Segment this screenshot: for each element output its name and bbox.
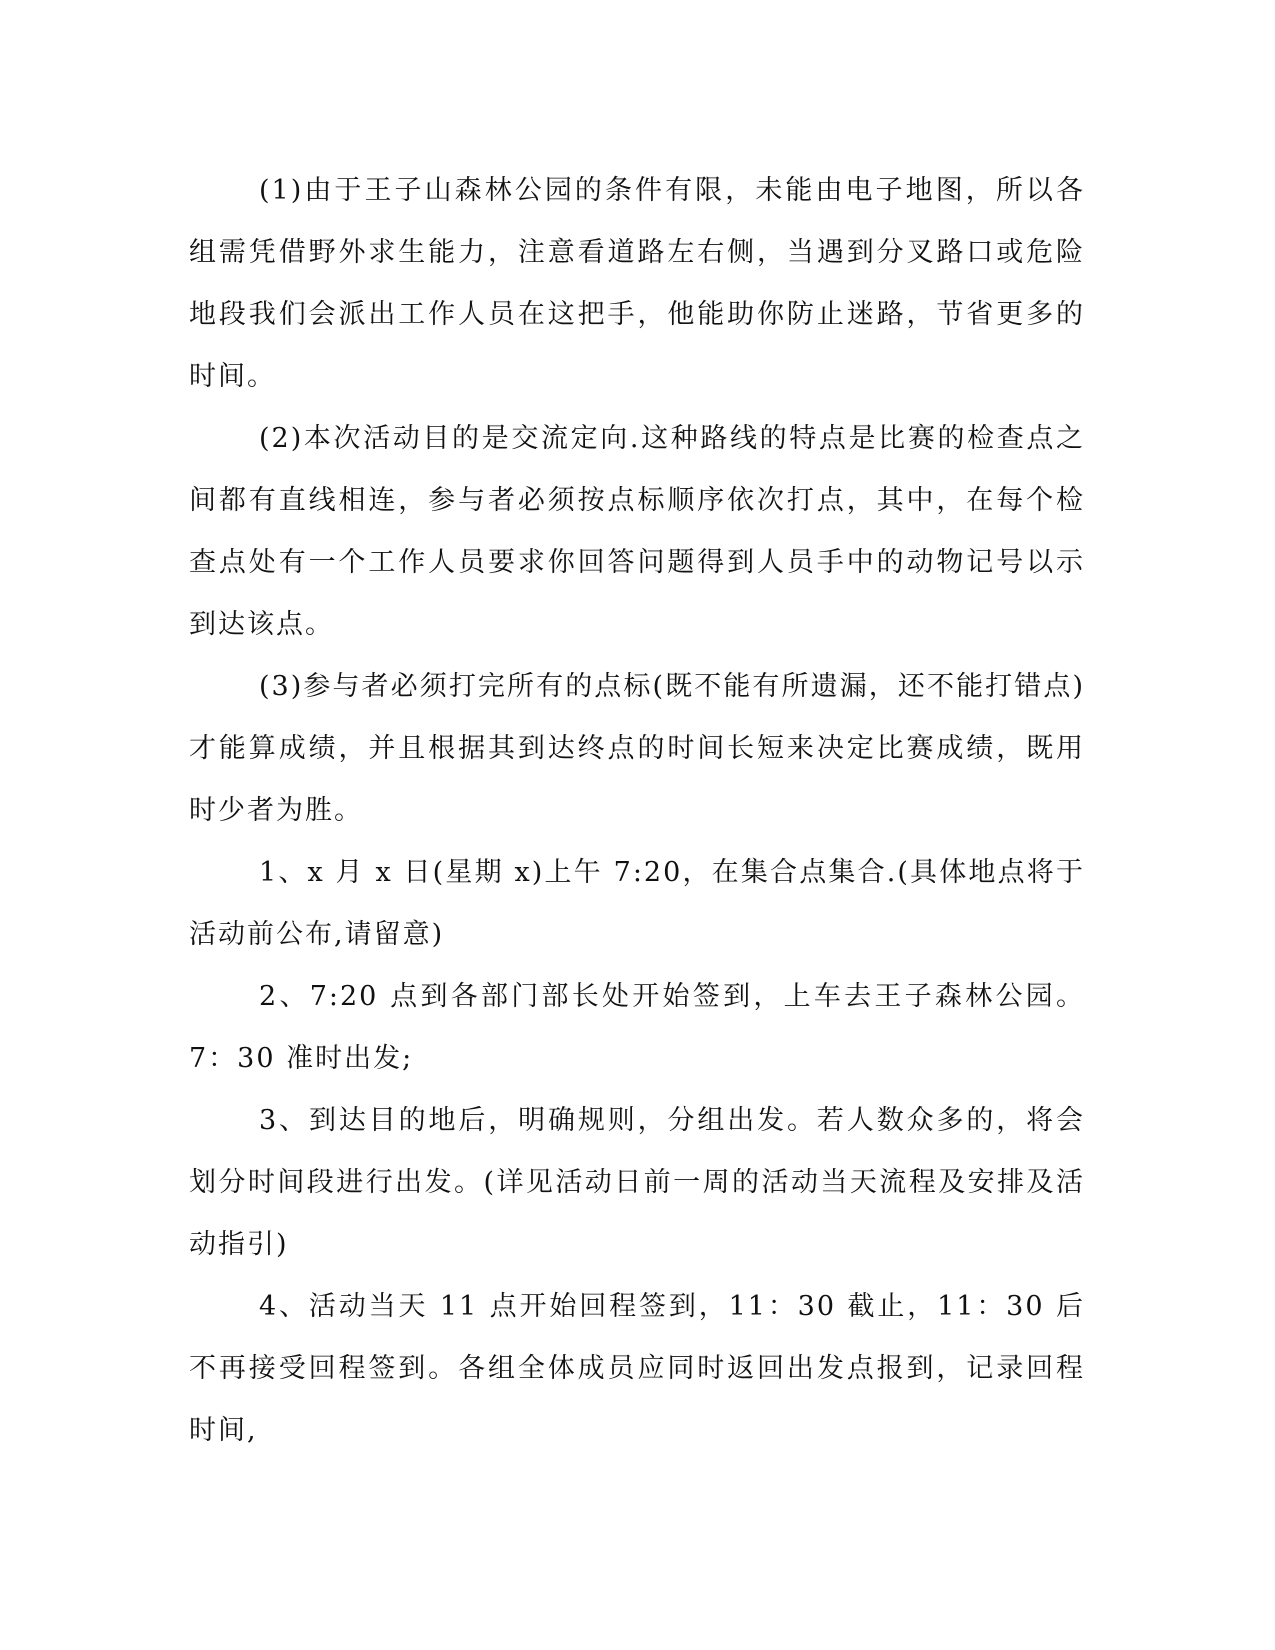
paragraph-4: 1、x 月 x 日(星期 x)上午 7:20，在集合点集合.(具体地点将于活动前公布,请留意) [189, 857, 1085, 950]
paragraph-3: (3)参与者必须打完所有的点标(既不能有所遗漏，还不能打错点)才能算成绩，并且根据其到达终点的时间长短来决定比赛成绩，既用时少者为胜。 [189, 671, 1085, 826]
paragraph-5: 2、7:20 点到各部门部长处开始签到，上车去王子森林公园。7：30 准时出发; [189, 981, 1085, 1074]
paragraph-2: (2)本次活动目的是交流定向.这种路线的特点是比赛的检查点之间都有直线相连，参与者必须按点标顺序依次打点，其中，在每个检查点处有一个工作人员要求你回答问题得到人员手中的动物记号以示到达该点。 [189, 423, 1085, 640]
paragraph-6: 3、到达目的地后，明确规则，分组出发。若人数众多的，将会划分时间段进行出发。(详见活动日前一周的活动当天流程及安排及活动指引) [189, 1105, 1085, 1260]
document-body [189, 160, 1085, 1462]
paragraph-7: 4、活动当天 11 点开始回程签到，11：30 截止，11：30 后不再接受回程签到。各组全体成员应同时返回出发点报到，记录回程时间, [189, 1291, 1085, 1446]
paragraph-1: (1)由于王子山森林公园的条件有限，未能由电子地图，所以各组需凭借野外求生能力，注意看道路左右侧，当遇到分叉路口或危险地段我们会派出工作人员在这把手，他能助你防止迷路，节省更多的时间。 [189, 175, 1085, 392]
